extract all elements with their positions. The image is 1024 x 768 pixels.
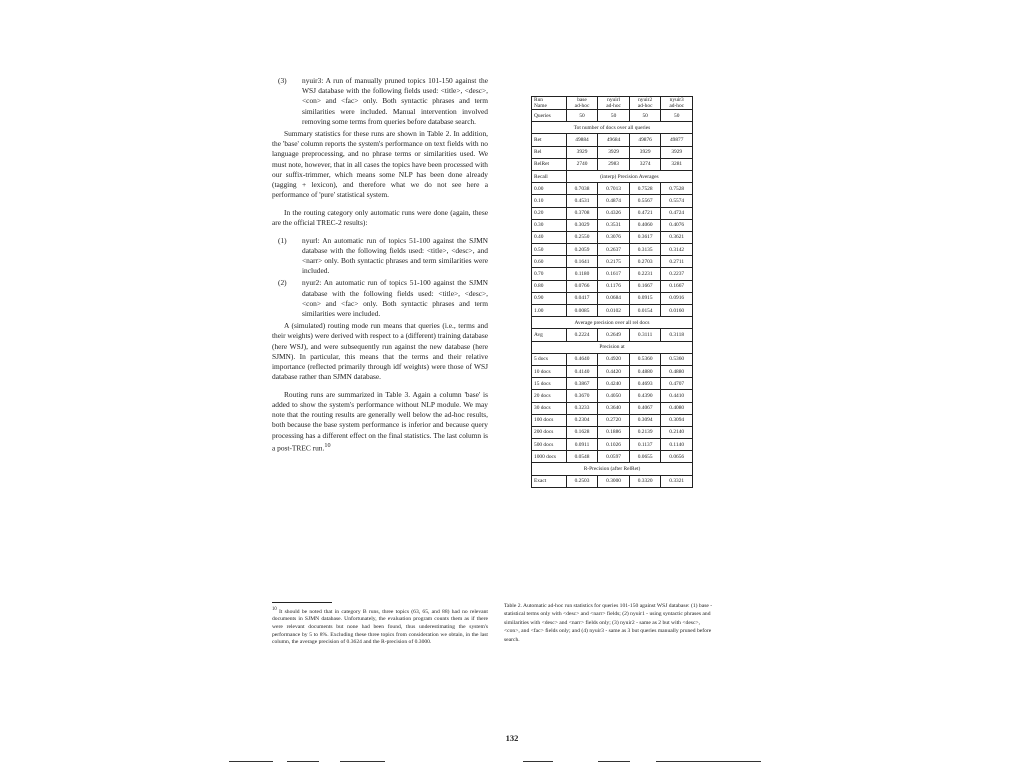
table-row bbox=[532, 365, 693, 377]
table-cell: 0.5567 bbox=[629, 195, 661, 207]
table-cell: 0.0916 bbox=[661, 292, 693, 304]
paragraph-results bbox=[272, 390, 488, 454]
row-label: 0.60 bbox=[532, 256, 567, 268]
table-row bbox=[532, 256, 693, 268]
table-row bbox=[532, 244, 693, 256]
table-row bbox=[532, 280, 693, 292]
scan-edge-line bbox=[523, 761, 553, 762]
section-header-row: Precision at bbox=[532, 341, 693, 353]
table-cell: 0.2703 bbox=[629, 256, 661, 268]
table-cell: 49684 bbox=[598, 134, 630, 146]
table-cell: 0.1667 bbox=[629, 280, 661, 292]
list-number: (2) bbox=[278, 278, 287, 288]
table-cell: 0.0417 bbox=[566, 292, 598, 304]
table-cell: 0.4693 bbox=[629, 378, 661, 390]
table-row bbox=[532, 305, 693, 317]
row-label: 1.00 bbox=[532, 305, 567, 317]
table-cell: 0.4420 bbox=[598, 365, 630, 377]
section-header-row: Recall (interp) Precision Averages bbox=[532, 170, 693, 182]
table-cell: 0.0160 bbox=[661, 305, 693, 317]
table-cell: 3929 bbox=[598, 146, 630, 158]
table-row bbox=[532, 292, 693, 304]
list-number: (3) bbox=[278, 76, 287, 85]
footnote-rule bbox=[272, 602, 332, 603]
table-cell: 0.2237 bbox=[661, 268, 693, 280]
table-cell: 0.3617 bbox=[629, 231, 661, 243]
table-cell: 0.2304 bbox=[566, 414, 598, 426]
table-cell: 0.4920 bbox=[598, 353, 630, 365]
paragraph-summary: Summary statistics for these runs are shown in Table 2. In addition, the 'base' column reports the system's performance on text fields with no language preprocessing, and no phrase terms or similarities used. We must note, however, that in all cases the topics have been processed with our suffix-trimmer, which means some NLP has been done already (tagging + lexicon), and therefore what we do not see here a performance of 'pure' statistical system. bbox=[272, 129, 488, 200]
table-cell: 0.3094 bbox=[661, 414, 693, 426]
paragraph-text: Routing runs are summarized in Table 3. Again a column 'base' is added to show the system's performance without NLP module. We may note that the routing results are generally well below the ad-hoc results, both because the base system performance is inferior and because query processing has a different effect on the final statistics. The last column is a post-TREC run. bbox=[272, 389, 488, 453]
table-cell: 0.7013 bbox=[598, 183, 630, 195]
table-row: Exact 0.2503 0.3000 0.3320 0.3321 bbox=[532, 475, 693, 487]
table-cell: 0.1667 bbox=[661, 280, 693, 292]
table-cell: 0.3029 bbox=[566, 219, 598, 231]
list-item-2 bbox=[272, 278, 488, 319]
table-cell: 0.1026 bbox=[598, 439, 630, 451]
table-row bbox=[532, 183, 693, 195]
table-cell: 3929 bbox=[629, 146, 661, 158]
table-cell: 0.1617 bbox=[598, 268, 630, 280]
table-cell: 0.2140 bbox=[661, 426, 693, 438]
table-header-row bbox=[532, 97, 693, 110]
left-column bbox=[272, 76, 488, 461]
table-cell: 0.0656 bbox=[661, 451, 693, 463]
row-label: 30 docs bbox=[532, 402, 567, 414]
list-text: nyurl: An automatic run of topics 51-100 against the SJMN database with the following fields used: <title>, <desc>, and <narr> only. Both syntactic phrases and term similarities were included. bbox=[302, 235, 488, 276]
table-cell: 2983 bbox=[598, 158, 630, 170]
list-item-3 bbox=[272, 76, 488, 127]
table-cell: 0.4060 bbox=[629, 219, 661, 231]
header-col: nyuirl ad-hoc bbox=[598, 97, 630, 110]
table-cell: 0.7528 bbox=[661, 183, 693, 195]
table-cell: 0.5574 bbox=[661, 195, 693, 207]
recall-rows bbox=[532, 183, 693, 317]
row-label: 0.30 bbox=[532, 219, 567, 231]
table-cell: 0.4880 bbox=[661, 365, 693, 377]
table-cell: 0.5360 bbox=[661, 353, 693, 365]
list-text: nyuir3: A run of manually pruned topics 101-150 against the WSJ database with the following fields used: <title>, <desc>, <con> and <fac> only. Both syntactic phrases and term similarities were included. Manual intervention involved removing some terms from queries before database search. bbox=[302, 76, 488, 126]
table-cell: 0.0597 bbox=[598, 451, 630, 463]
table-cell: 49884 bbox=[566, 134, 598, 146]
row-label: 20 docs bbox=[532, 390, 567, 402]
table-cell: 0.7528 bbox=[629, 183, 661, 195]
table-cell: 0.1628 bbox=[566, 426, 598, 438]
table-cell: 0.4240 bbox=[598, 378, 630, 390]
row-label: 100 docs bbox=[532, 414, 567, 426]
precision-rows bbox=[532, 353, 693, 463]
table-row bbox=[532, 439, 693, 451]
row-label: Rel bbox=[532, 146, 567, 158]
paragraph-simulated: A (simulated) routing mode run means that queries (i.e., terms and their weights) were derived with respect to a (different) training database (here WSJ), and were subsequently run against the new database (here SJMN). In particular, this means that the terms and their relative importance (reflected primarily through idf weights) were those of WSJ database rather than SJMN database. bbox=[272, 321, 488, 382]
row-label: 500 docs bbox=[532, 439, 567, 451]
table-cell: 0.1886 bbox=[598, 426, 630, 438]
table-cell: 0.0911 bbox=[566, 439, 598, 451]
table-row bbox=[532, 390, 693, 402]
table-row bbox=[532, 231, 693, 243]
table-cell: 0.4080 bbox=[661, 402, 693, 414]
table-cell: 0.4326 bbox=[598, 207, 630, 219]
scan-edge-line bbox=[287, 761, 319, 762]
table-cell: 0.2231 bbox=[629, 268, 661, 280]
scan-edge-line bbox=[656, 761, 761, 762]
header-run-cell: Run Name bbox=[532, 97, 567, 110]
table-row bbox=[532, 219, 693, 231]
table-cell: 0.3531 bbox=[598, 219, 630, 231]
scan-edge-line bbox=[340, 761, 385, 762]
section-header-row: R-Precision (after RelRet) bbox=[532, 463, 693, 475]
results-table bbox=[531, 96, 693, 488]
table-row bbox=[532, 451, 693, 463]
table-caption: Table 2. Automatic ad-hoc run statistics for queries 101-150 against WSJ database: (1) base - statistical terms only with <desc> and <narr> fields; (2) nyuir1 - using syntactic phrases and similarities with <desc> and <narr> fields only; (3) nyuir2 - same as 2 but with <desc>, <con>, and <fac> fields only; and (4) nyuir3 - same as 3 but queries manually pruned before search. bbox=[504, 603, 713, 643]
table-cell: 0.3640 bbox=[598, 402, 630, 414]
table-cell: 0.3135 bbox=[629, 244, 661, 256]
table-cell: 0.0548 bbox=[566, 451, 598, 463]
table-cell: 0.3670 bbox=[566, 390, 598, 402]
row-label: 0.90 bbox=[532, 292, 567, 304]
table-cell: 0.3142 bbox=[661, 244, 693, 256]
table-cell: 0.4707 bbox=[661, 378, 693, 390]
table-cell: 3274 bbox=[629, 158, 661, 170]
footnote-mark: 10 bbox=[272, 607, 277, 612]
table-row: Queries 50 50 50 50 bbox=[532, 110, 693, 122]
list-number: (1) bbox=[278, 235, 287, 245]
footnote-text: It should be noted that in category B runs, three topics (63, 65, and 88) had no relevant documents in SJMN database. Unfortunately, the evaluation program counts them as if there were relevant documents but none had been found, thus underestimating the system's performance by 5 to 8%. Excluding these three topics from consideration we obtain, in the last column, the average precision of 0.3624 and the R-precision of 0.3000. bbox=[272, 608, 488, 646]
table-cell: 3929 bbox=[566, 146, 598, 158]
section-header-row: Average precision over all rel docs bbox=[532, 317, 693, 329]
table-cell: 0.0684 bbox=[598, 292, 630, 304]
table-cell: 0.1641 bbox=[566, 256, 598, 268]
section-header-row: Tot number of docs over all queries bbox=[532, 122, 693, 134]
row-label: 0.80 bbox=[532, 280, 567, 292]
table-row bbox=[532, 378, 693, 390]
table-cell: 0.1137 bbox=[629, 439, 661, 451]
row-label: 200 docs bbox=[532, 426, 567, 438]
table-cell: 0.2550 bbox=[566, 231, 598, 243]
table-cell: 0.3076 bbox=[598, 231, 630, 243]
table-cell: 0.3867 bbox=[566, 378, 598, 390]
table-cell: 0.4410 bbox=[661, 390, 693, 402]
table-row bbox=[532, 146, 693, 158]
table-cell: 0.4640 bbox=[566, 353, 598, 365]
row-label: 0.70 bbox=[532, 268, 567, 280]
table-cell: 0.3233 bbox=[566, 402, 598, 414]
table-cell: 0.1176 bbox=[598, 280, 630, 292]
table-row bbox=[532, 195, 693, 207]
table-cell: 0.5360 bbox=[629, 353, 661, 365]
scan-edge-line bbox=[229, 761, 273, 762]
table-row bbox=[532, 402, 693, 414]
row-label: 0.10 bbox=[532, 195, 567, 207]
list-item-1 bbox=[272, 236, 488, 277]
header-col: nyuir2 ad-hoc bbox=[629, 97, 661, 110]
table-cell: 2740 bbox=[566, 158, 598, 170]
table-cell: 0.2637 bbox=[598, 244, 630, 256]
table-cell: 0.3094 bbox=[629, 414, 661, 426]
table-row: Avg 0.2224 0.2649 0.3111 0.3118 bbox=[532, 329, 693, 341]
row-label: Ret bbox=[532, 134, 567, 146]
table-cell: 3929 bbox=[661, 146, 693, 158]
table-cell: 0.4721 bbox=[629, 207, 661, 219]
table-cell: 0.0766 bbox=[566, 280, 598, 292]
row-label: 0.40 bbox=[532, 231, 567, 243]
table-cell: 0.4531 bbox=[566, 195, 598, 207]
table-cell: 0.2139 bbox=[629, 426, 661, 438]
row-label: 15 docs bbox=[532, 378, 567, 390]
header-col: base ad-hoc bbox=[566, 97, 598, 110]
table-cell: 0.4390 bbox=[629, 390, 661, 402]
table-cell: 0.4050 bbox=[598, 390, 630, 402]
row-label: RelRet bbox=[532, 158, 567, 170]
table-cell: 3281 bbox=[661, 158, 693, 170]
footnote bbox=[272, 602, 488, 647]
table-row bbox=[532, 353, 693, 365]
scan-edge-line bbox=[598, 761, 630, 762]
docs-rows bbox=[532, 134, 693, 171]
table-cell: 0.2059 bbox=[566, 244, 598, 256]
table-cell: 0.4874 bbox=[598, 195, 630, 207]
page-number: 132 bbox=[505, 733, 519, 743]
table-cell: 0.0085 bbox=[566, 305, 598, 317]
table-row bbox=[532, 268, 693, 280]
table-cell: 0.4724 bbox=[661, 207, 693, 219]
table-cell: 0.3621 bbox=[661, 231, 693, 243]
table-cell: 0.4076 bbox=[661, 219, 693, 231]
table-cell: 0.0655 bbox=[629, 451, 661, 463]
row-label: 1000 docs bbox=[532, 451, 567, 463]
table-cell: 49876 bbox=[629, 134, 661, 146]
table-cell: 0.0102 bbox=[598, 305, 630, 317]
table-cell: 0.0915 bbox=[629, 292, 661, 304]
table-row bbox=[532, 414, 693, 426]
footnote-ref: 10 bbox=[324, 442, 331, 449]
table-cell: 0.4067 bbox=[629, 402, 661, 414]
table-row bbox=[532, 426, 693, 438]
table-cell: 0.0154 bbox=[629, 305, 661, 317]
row-label: 0.50 bbox=[532, 244, 567, 256]
row-label: 5 docs bbox=[532, 353, 567, 365]
row-label: 0.20 bbox=[532, 207, 567, 219]
table-cell: 0.1180 bbox=[566, 268, 598, 280]
list-text: nyur2: An automatic run of topics 51-100 against the SJMN database with the following fields used: <title>, <desc>, <con> and <fac> only. Both syntactic phrases and term similarities were included. bbox=[302, 278, 488, 319]
header-col: nyuir3 ad-hoc bbox=[661, 97, 693, 110]
table-cell: 0.2711 bbox=[661, 256, 693, 268]
table-cell: 49877 bbox=[661, 134, 693, 146]
table-row bbox=[532, 158, 693, 170]
row-label: 0.00 bbox=[532, 183, 567, 195]
table-cell: 0.4140 bbox=[566, 365, 598, 377]
table-cell: 0.3708 bbox=[566, 207, 598, 219]
table-row bbox=[532, 207, 693, 219]
paragraph-routing: In the routing category only automatic runs were done (again, these are the official TREC-2 results): bbox=[272, 207, 488, 228]
table-row bbox=[532, 134, 693, 146]
table-cell: 0.7038 bbox=[566, 183, 598, 195]
table-cell: 0.2720 bbox=[598, 414, 630, 426]
results-table-container bbox=[531, 96, 693, 488]
table-cell: 0.4880 bbox=[629, 365, 661, 377]
row-label: 10 docs bbox=[532, 365, 567, 377]
table-cell: 0.2175 bbox=[598, 256, 630, 268]
table-cell: 0.1140 bbox=[661, 439, 693, 451]
